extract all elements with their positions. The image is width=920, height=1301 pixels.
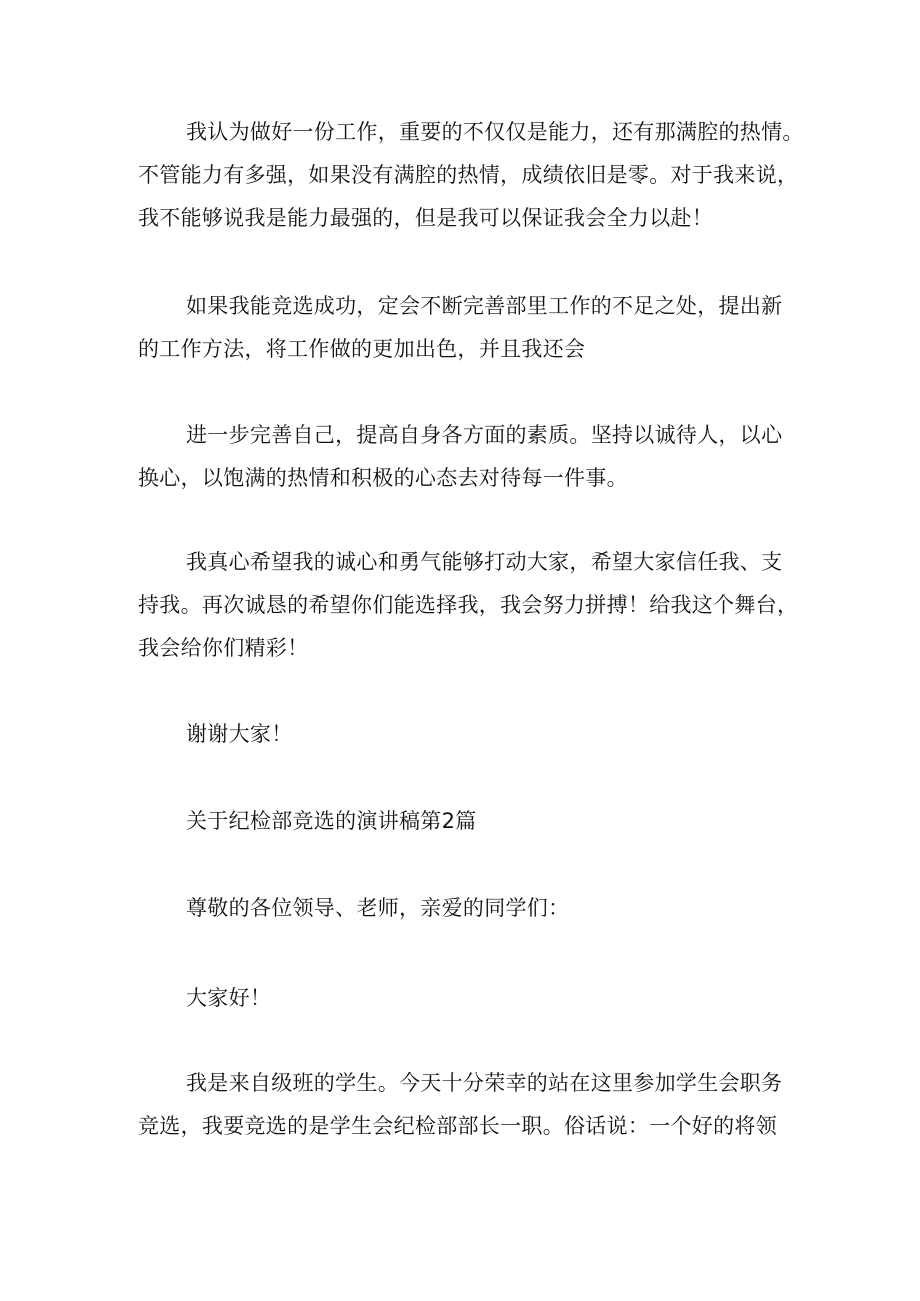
paragraph-9-line-2: 竞选，我要竞选的是学生会纪检部部长一职。俗话说：一个好的将领: [138, 1114, 777, 1138]
paragraph-1-line-1: 我认为做好一份工作，重要的不仅仅是能力，还有那满腔的热情。: [186, 120, 804, 144]
paragraph-4-line-3: 我会给你们精彩！: [138, 636, 309, 660]
closing-thanks: 谢谢大家！: [186, 722, 293, 746]
paragraph-2-line-2: 的工作方法，将工作做的更加出色，并且我还会: [138, 337, 586, 361]
paragraph-4-line-1: 我真心希望我的诚心和勇气能够打动大家，希望大家信任我、支: [186, 550, 783, 574]
paragraph-4-line-2: 持我。再次诚恳的希望你们能选择我，我会努力拼搏！给我这个舞台，: [138, 593, 799, 617]
paragraph-1-line-3: 我不能够说我是能力最强的，但是我可以保证我会全力以赴！: [138, 206, 714, 230]
paragraph-3-line-2: 换心，以饱满的热情和积极的心态去对待每一件事。: [138, 466, 628, 490]
paragraph-2-line-1: 如果我能竞选成功，定会不断完善部里工作的不足之处，提出新: [186, 294, 783, 318]
section-heading: 关于纪检部竞选的演讲稿第2篇: [186, 809, 477, 833]
paragraph-1-line-2: 不管能力有多强，如果没有满腔的热情，成绩依旧是零。对于我来说，: [138, 163, 799, 187]
paragraph-3-line-1: 进一步完善自己，提高自身各方面的素质。坚持以诚待人，以心: [186, 423, 783, 447]
salutation: 尊敬的各位领导、老师，亲爱的同学们：: [186, 896, 570, 920]
paragraph-9-line-1: 我是来自级班的学生。今天十分荣幸的站在这里参加学生会职务: [186, 1071, 783, 1095]
greeting: 大家好！: [186, 986, 272, 1010]
